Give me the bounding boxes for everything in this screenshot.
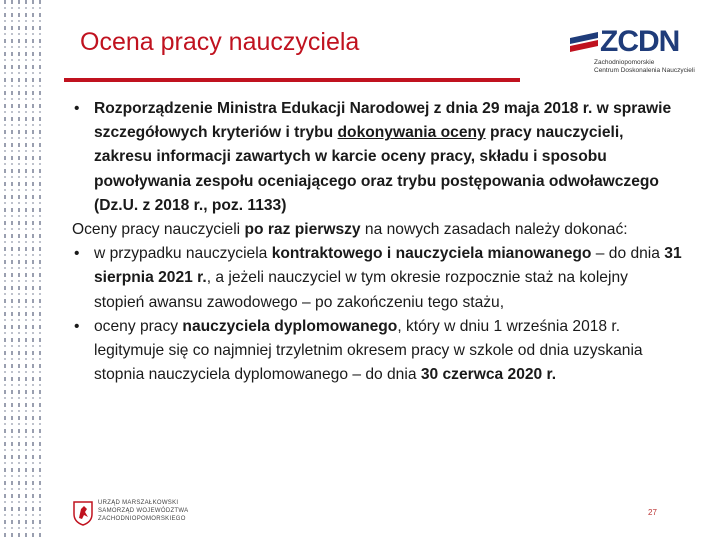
- deadline-date: 31 sierpnia 2021 r.: [94, 245, 682, 287]
- footer-logo-line-1: URZĄD MARSZAŁKOWSKI: [98, 500, 179, 506]
- footer-logo: [72, 498, 202, 528]
- bullet-marker: •: [74, 245, 80, 263]
- regulation-text-cont: pracy nauczycieli, zakresu informacji zawartych w karcie oceny pracy, składu i sposobu powoływania zespołu oceniającego oraz trybu postępowania odwoławczego (Dz.U. z 2018 r., poz. 1133): [94, 124, 659, 214]
- zcdn-logo-mark: [570, 32, 598, 54]
- intro-text-cont: na nowych zasadach należy dokonać:: [360, 221, 628, 239]
- bullet-marker: •: [74, 100, 80, 117]
- footer-logo-line-2: SAMORZĄD WOJEWÓDZTWA: [98, 508, 189, 514]
- bullet-chartered: [72, 315, 682, 388]
- logo-subtitle-2: Centrum Doskonalenia Nauczycieli: [594, 67, 695, 74]
- bullet-text: w przypadku nauczyciela: [94, 245, 272, 263]
- decorative-handwriting-strip: [0, 0, 50, 540]
- intro-text: Oceny pracy nauczycieli: [72, 221, 245, 239]
- page-number: 27: [648, 508, 657, 517]
- bullet-text: , a jeżeli nauczyciel w tym okresie rozpocznie staż na kolejny stopień awansu zawodowego – po zakończeniu tego stażu,: [94, 269, 628, 311]
- slide-body: [72, 97, 682, 387]
- bullet-regulation: [72, 97, 682, 218]
- intro-bold-text: po raz pierwszy: [244, 221, 361, 239]
- logo-wordmark: ZCDN: [600, 25, 680, 58]
- bullet-text: oceny pracy: [94, 317, 183, 335]
- intro-paragraph: [72, 218, 682, 242]
- deadline-date: 30 czerwca 2020 r.: [420, 366, 557, 384]
- bullet-bold-text: nauczyciela dyplomowanego: [182, 317, 398, 335]
- bullet-text: , który w dniu 1 września 2018 r. legitymuje się co najmniej trzyletnim okresem pracy w szkole od dnia uzyskania stopnia nauczyciela dyplomowanego – do dnia: [94, 317, 643, 384]
- regulation-text: Rozporządzenie Ministra Edukacji Narodowej z dnia 29 maja 2018 r. w sprawie szczegółowych kryteriów i trybu: [94, 100, 672, 142]
- bullet-bold-text: kontraktowego i nauczyciela mianowanego: [271, 245, 592, 263]
- footer-logo-line-3: ZACHODNIOPOMORSKIEGO: [98, 516, 186, 522]
- griffin-crest-icon: [72, 500, 94, 526]
- regulation-underlined-text: dokonywania oceny: [337, 124, 486, 142]
- bullet-contract-appointed: [72, 242, 682, 315]
- bullet-marker: •: [74, 317, 80, 335]
- logo-subtitle-1: Zachodniopomorskie: [594, 59, 655, 66]
- title-underline: [64, 78, 520, 82]
- zcdn-logo: [570, 25, 695, 74]
- bullet-text: – do dnia: [591, 245, 665, 263]
- slide-title: Ocena pracy nauczyciela: [80, 28, 360, 56]
